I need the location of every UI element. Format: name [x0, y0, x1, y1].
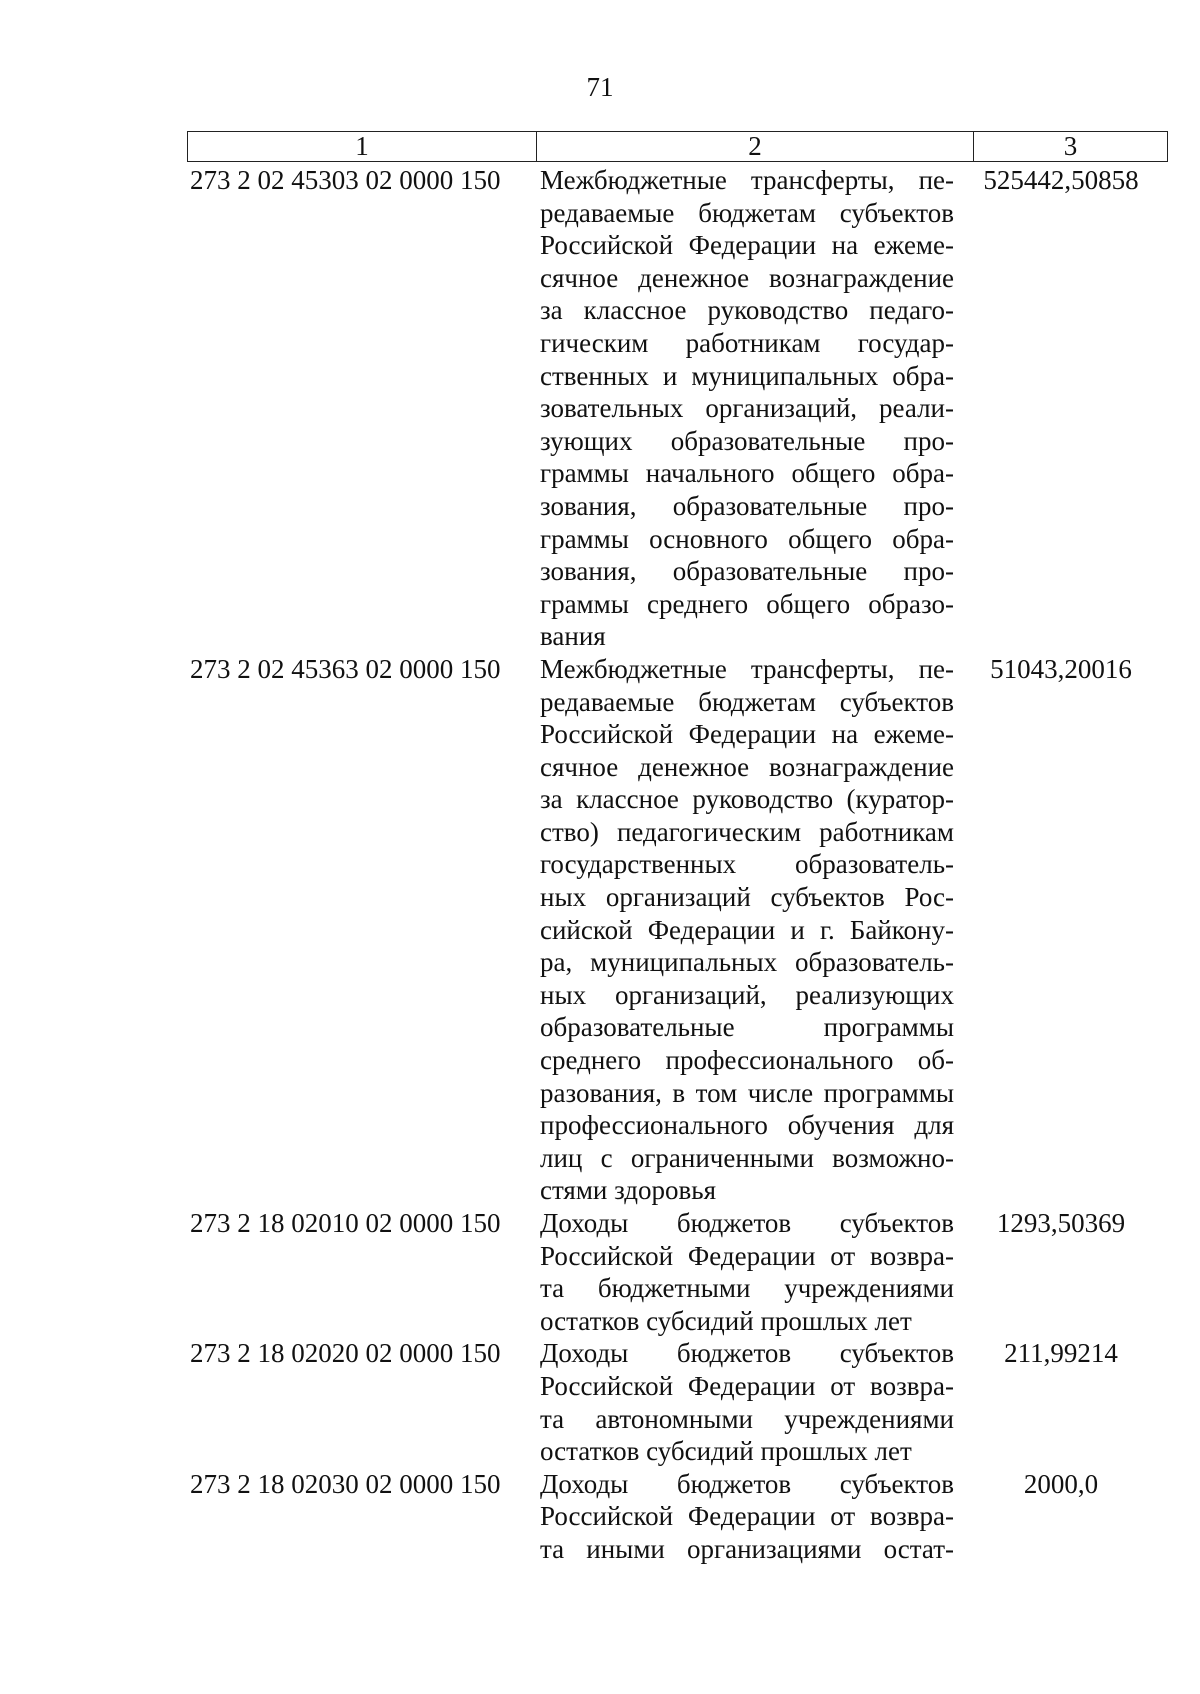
description-line: граммы начального общего обра-: [540, 458, 954, 489]
description-line: стями здоровья: [540, 1175, 717, 1206]
description-line: ство) педагогическим работникам: [540, 816, 954, 847]
description-line: разования, в том числе программы: [540, 1077, 954, 1108]
table-row: [187, 1337, 1168, 1467]
description-line: Межбюджетные трансферты, пе-: [540, 165, 954, 195]
cell-code: 273 2 18 02020 02 0000 150: [190, 1338, 501, 1369]
page-number: 71: [586, 72, 614, 102]
description-line: та бюджетными учреждениями: [540, 1273, 954, 1304]
description-line: Межбюджетные трансферты, пе-: [540, 653, 954, 684]
cell-amount: 525442,50858: [983, 165, 1139, 195]
description-line: ных организаций субъектов Рос-: [540, 882, 954, 913]
table-header: [187, 131, 1168, 162]
description-line: лиц с ограниченными возможно-: [540, 1142, 954, 1173]
description-line: Российской Федерации на ежеме-: [540, 230, 954, 261]
cell-code: 273 2 18 02030 02 0000 150: [190, 1468, 501, 1499]
cell-amount: 1293,50369: [996, 1208, 1126, 1238]
description-line: среднего профессионального об-: [540, 1045, 954, 1076]
cell-description: [536, 653, 954, 1207]
description-line: вания: [540, 621, 606, 652]
table-row: [187, 1468, 1168, 1566]
table-row: [187, 1207, 1168, 1337]
description-line: Российской Федерации от возвра-: [540, 1240, 954, 1271]
cell-code: 273 2 18 02010 02 0000 150: [190, 1208, 501, 1238]
description-line: сячное денежное вознаграждение: [540, 751, 954, 782]
description-line: за классное руководство (куратор-: [540, 784, 954, 815]
description-line: ных организаций, реализующих: [540, 979, 954, 1010]
cell-code: 273 2 02 45363 02 0000 150: [190, 653, 501, 684]
cell-amount: 211,99214: [1004, 1338, 1118, 1369]
cell-amount: 51043,20016: [990, 653, 1132, 684]
description-line: зовательных организаций, реали-: [540, 393, 954, 424]
description-line: государственных образователь-: [540, 849, 954, 880]
description-line: сийской Федерации и г. Байкону-: [540, 914, 954, 945]
description-line: остатков субсидий прошлых лет: [540, 1305, 912, 1336]
cell-description: [536, 1468, 954, 1566]
description-line: за классное руководство педаго-: [540, 295, 954, 326]
cell-code: 273 2 02 45303 02 0000 150: [190, 165, 501, 195]
description-line: граммы среднего общего образо-: [540, 588, 954, 619]
description-line: зования, образовательные про-: [540, 556, 954, 587]
description-line: гическим работникам государ-: [540, 327, 954, 358]
cell-amount: 2000,0: [1023, 1468, 1099, 1499]
description-line: Доходы бюджетов субъектов: [540, 1208, 954, 1238]
description-line: граммы основного общего обра-: [540, 523, 954, 554]
description-line: ственных и муниципальных обра-: [540, 360, 954, 391]
description-line: Доходы бюджетов субъектов: [540, 1338, 954, 1369]
description-line: Российской Федерации от возвра-: [540, 1501, 954, 1532]
description-line: редаваемые бюджетам субъектов: [540, 197, 954, 228]
description-line: Доходы бюджетов субъектов: [540, 1468, 954, 1499]
description-line: зования, образовательные про-: [540, 490, 954, 521]
description-line: Российской Федерации на ежеме-: [540, 719, 954, 750]
cell-description: [536, 1337, 954, 1467]
cell-description: [536, 164, 954, 653]
description-line: ра, муниципальных образователь-: [540, 947, 954, 978]
description-line: сячное денежное вознаграждение: [540, 262, 954, 293]
description-line: Российской Федерации от возвра-: [540, 1370, 954, 1401]
header-col-1: 1: [188, 132, 537, 161]
cell-description: [536, 1207, 954, 1337]
description-line: образовательные программы: [540, 1012, 954, 1043]
table-row: [187, 164, 1168, 653]
description-line: редаваемые бюджетам субъектов: [540, 686, 954, 717]
description-line: остатков субсидий прошлых лет: [540, 1436, 912, 1467]
description-line: та иными организациями остат-: [540, 1533, 954, 1564]
budget-table: [187, 131, 1168, 1566]
description-line: профессионального обучения для: [540, 1110, 954, 1141]
table-body: [187, 164, 1168, 1566]
description-line: та автономными учреждениями: [540, 1403, 954, 1434]
header-col-3: 3: [1063, 131, 1078, 161]
table-row: [187, 653, 1168, 1207]
header-col-2: 2: [537, 132, 974, 161]
description-line: зующих образовательные про-: [540, 425, 954, 456]
